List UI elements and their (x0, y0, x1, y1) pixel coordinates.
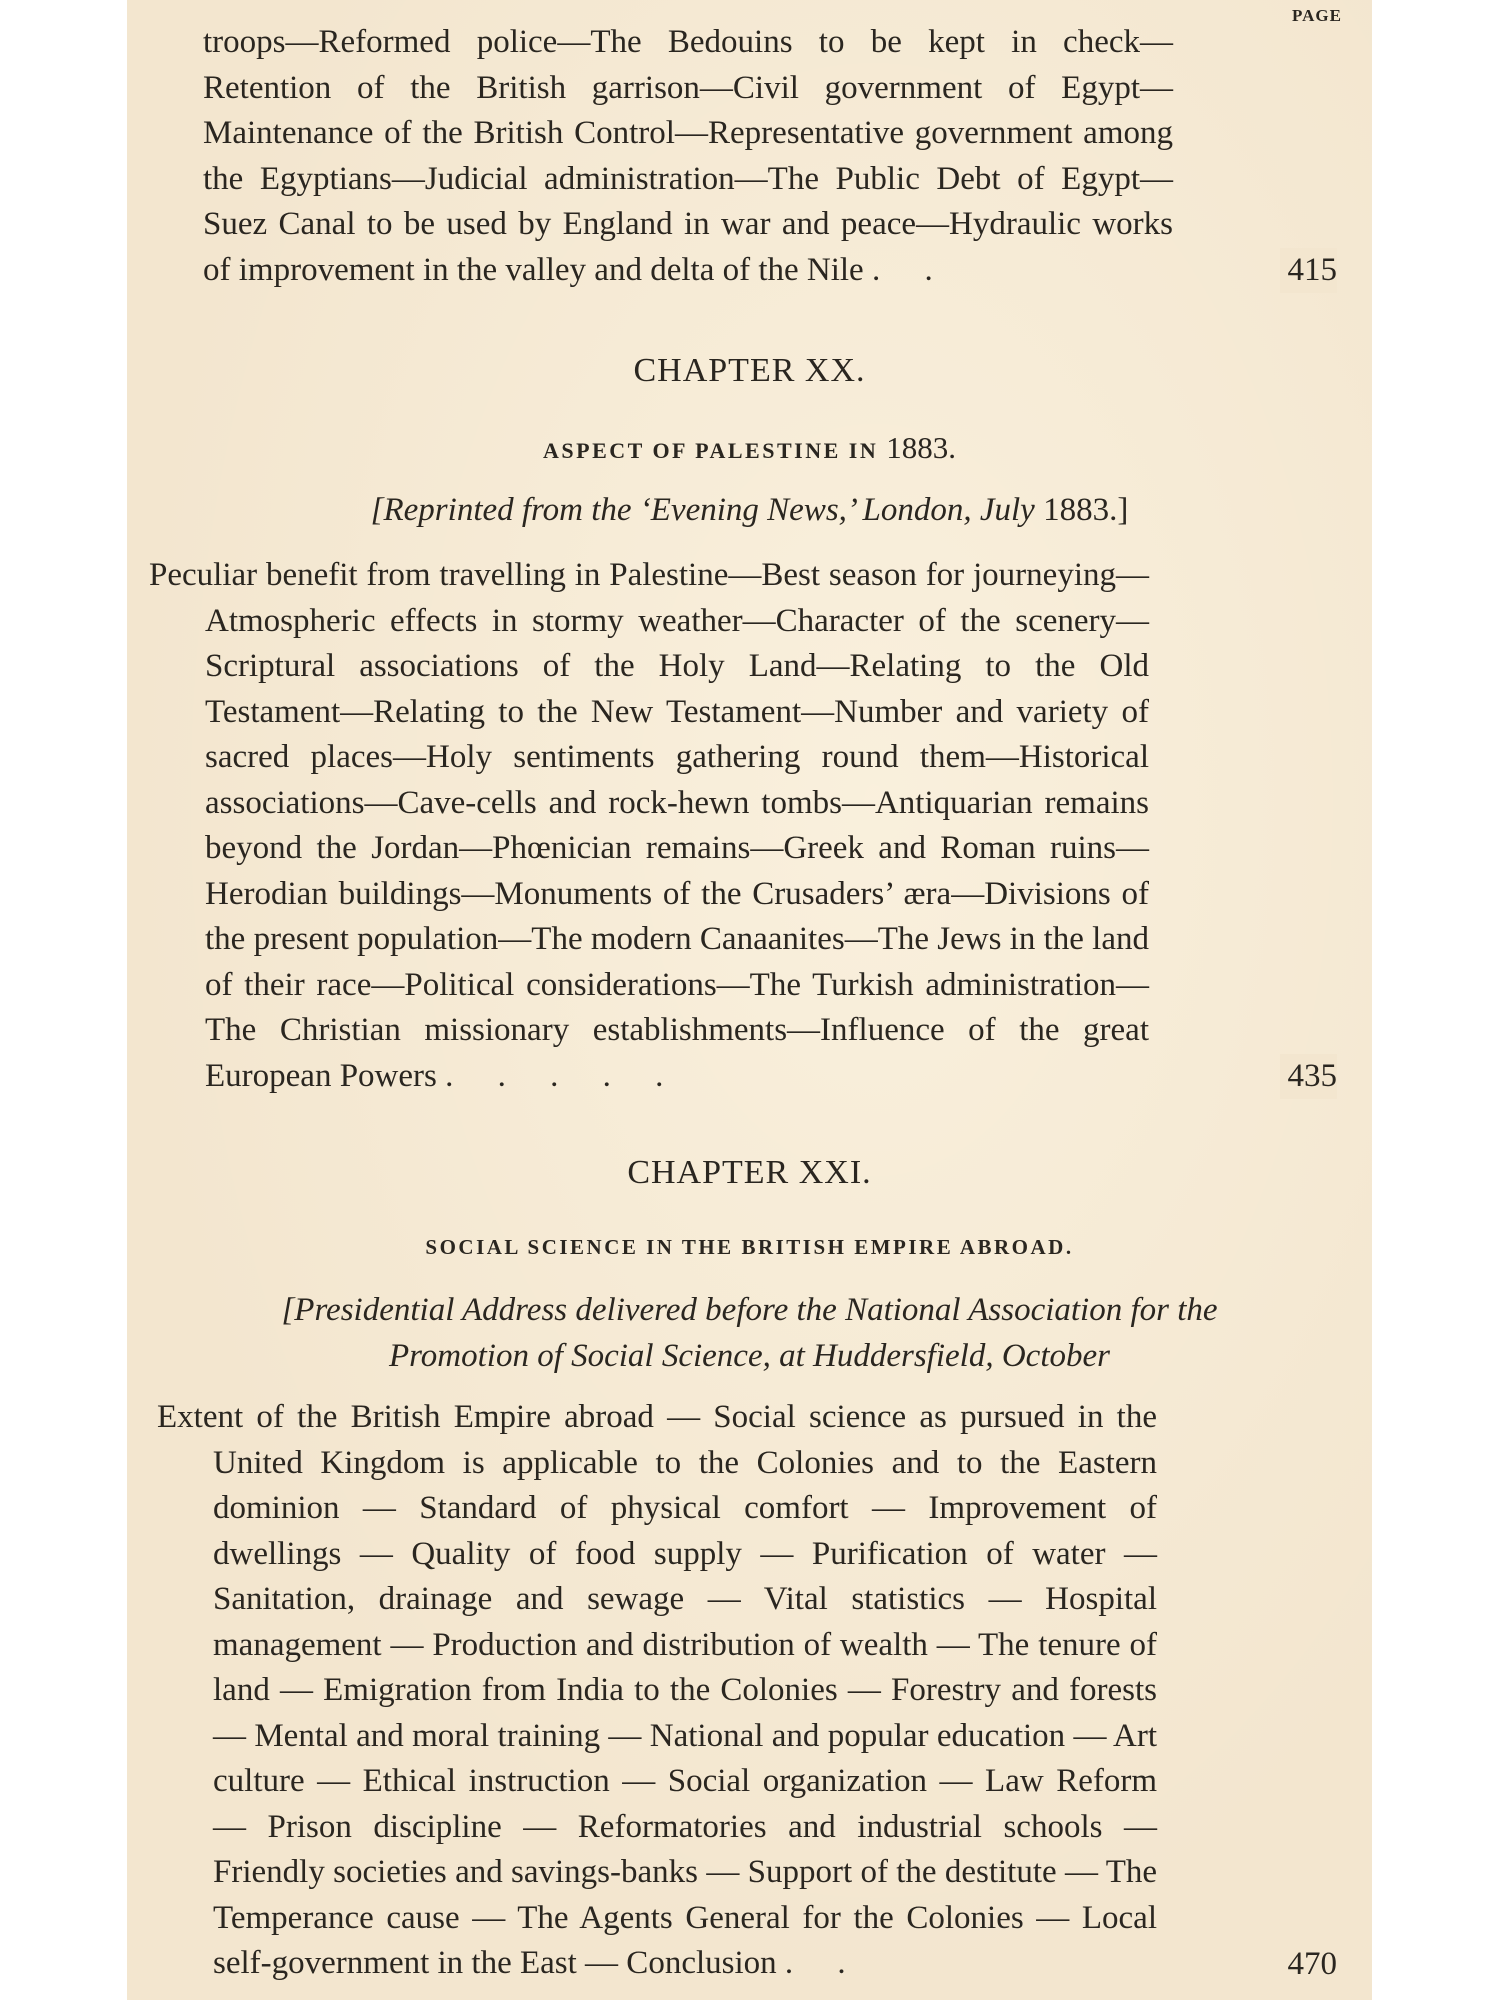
chapter21-title: SOCIAL SCIENCE IN THE BRITISH EMPIRE ABROAD. (425, 1235, 1074, 1259)
chapter20-source (127, 488, 1372, 534)
chapter21-source (187, 1288, 1312, 1379)
chapter20-title-year: 1883. (886, 430, 956, 465)
chapter21-summary-text: Extent of the British Empire abroad — Social science as pursued in the United Kingdom is applicable to the Colonies and to the Eastern dominion — Standard of physical comfort — Improvement of dwellings — Quality of food supply — Purification of water — Sanitation, drainage and sewage — Vital statistics — Hospital management — Production and distribution of wealth — The tenure of land — Emigration from India to the Colonies — Forestry and forests — Mental and moral training — National and popular education — Art culture — Ethical instruction — Social organization — Law Reform — Prison discipline — Reformatories and industrial schools — Friendly societies and savings-banks — Support of the destitute — The Temperance cause — The Agents General for the Colonies — Local self-government in the East — Conclusion (157, 1399, 1157, 1981)
chapter21-source-line2-text: Promotion of Social Science, at Huddersfield, October (389, 1337, 1110, 1374)
chapter19-summary-text: troops—Reformed police—The Bedouins to be kept in check—Retention of the British garrison—Civil government of Egypt—Maintenance of the British Control—Representative government among the Egyptians—Judicial administration—The Public Debt of Egypt—Suez Canal to be used by England in war and peace—Hydraulic works of improvement in the valley and delta of the Nile (203, 24, 1173, 288)
chapter20-summary (149, 553, 1149, 1099)
chapter20-summary-text: Peculiar benefit from travelling in Palestine—Best season for journeying—Atmospheric effects in stormy weather—Character of the scenery—Scriptural associations of the Holy Land—Relating to the Old Testament—Relating to the New Testament—Number and variety of sacred places—Holy sentiments gathering round them—Historical associations—Cave-cells and rock-hewn tombs—Antiquarian remains beyond the Jordan—Phœnician remains—Greek and Roman ruins—Herodian buildings—Monuments of the Crusaders’ æra—Divisions of the present population—The modern Canaanites—The Jews in the land of their race—Political considerations—The Turkish administration—The Christian missionary establishments—Influence of the great European Powers (149, 557, 1149, 1094)
chapter21-summary (157, 1395, 1157, 1987)
chapter21-number: CHAPTER XXI. (627, 1154, 872, 1191)
chapter20-source-text: [Reprinted from the ‘Evening News,’ London, July (370, 492, 1035, 528)
chapter20-page-number: 435 (1280, 1054, 1338, 1100)
chapter19-summary-continued (203, 20, 1173, 293)
chapter21-page-number: 470 (1280, 1942, 1338, 1988)
chapter21-leader-dots: . . (784, 1945, 864, 1981)
chapter19-page-slot (1257, 247, 1337, 293)
chapter19-leader-dots: . . (871, 251, 951, 288)
chapter20-page-slot (1257, 1053, 1337, 1099)
page-column-label: PAGE (1292, 6, 1342, 25)
chapter20-number: CHAPTER XX. (633, 352, 866, 389)
book-page (127, 0, 1372, 2000)
chapter20-source-year: 1883.] (1043, 492, 1129, 528)
chapter21-page-slot (1257, 1941, 1337, 1987)
chapter20-title (127, 430, 1372, 466)
chapter21-source-line1: [Presidential Address delivered before the National Association for the (281, 1292, 1218, 1328)
chapter20-title-text: ASPECT OF PALESTINE IN (543, 438, 879, 463)
chapter20-leader-dots: . . . . . (445, 1057, 682, 1094)
chapter19-page-number: 415 (1280, 248, 1338, 294)
